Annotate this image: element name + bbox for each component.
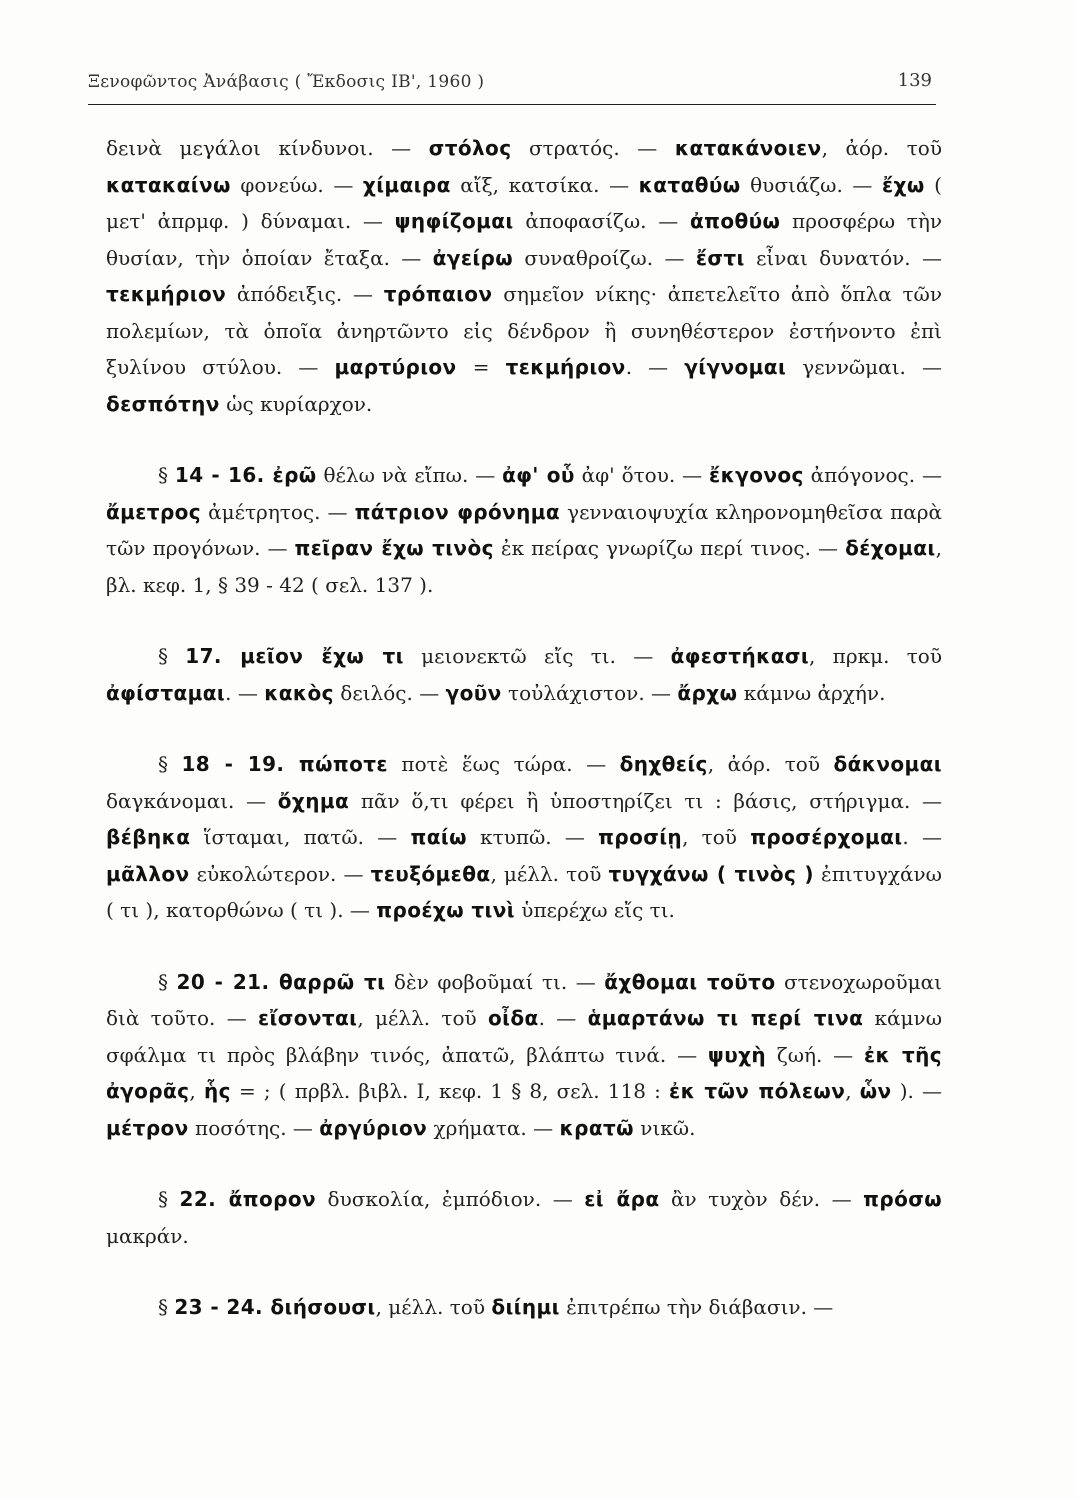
definition-text: μακράν. xyxy=(106,1223,189,1248)
headword: ἔχω xyxy=(881,172,925,197)
headword: προσέρχομαι xyxy=(750,825,903,849)
definition-text: , xyxy=(189,1079,204,1103)
headword: οἶδα xyxy=(487,1006,539,1030)
definition-text: εἶναι δυνατόν. — xyxy=(744,245,942,270)
definition-text: ἀπόδειξις. — xyxy=(226,282,384,306)
definition-text: ἐπιτρέπω τὴν διάβασιν. — xyxy=(559,1295,834,1319)
headword: 17. μεῖον ἔχω τι xyxy=(185,644,404,668)
headword: 14 - 16. ἐρῶ xyxy=(174,463,317,487)
headword: δηχθείς xyxy=(619,752,708,776)
definition-text: . — xyxy=(625,355,685,379)
definition-text: ἀπόγονος. — xyxy=(803,463,942,487)
definition-text: § xyxy=(158,969,177,994)
definition-text: , μέλλ. τοῦ xyxy=(490,861,609,886)
headword: πεῖραν ἔχω τινὸς xyxy=(294,536,494,560)
definition-text: § xyxy=(158,463,175,487)
headword: ἐκ τῶν πόλεων xyxy=(669,1079,846,1103)
definition-text: κτυπῶ. — xyxy=(466,825,599,849)
headword: καταθύω xyxy=(638,172,741,197)
headword: μέτρον xyxy=(106,1115,189,1140)
headword: 20 - 21. θαρρῶ τι xyxy=(176,969,386,994)
definition-text: στρατός. — xyxy=(511,136,675,160)
definition-text: § xyxy=(158,1295,175,1319)
definition-text: στενοχωροῦμαι διὰ τοῦτο. — xyxy=(106,969,942,1030)
definition-text: δειλός. — xyxy=(333,680,446,705)
headword: ἀφίσταμαι xyxy=(106,680,226,705)
headword: ὄχημα xyxy=(277,788,350,813)
headword: γίγνομαι xyxy=(684,355,787,379)
headword: ἄρχω xyxy=(677,680,738,705)
headword: κατακάνοιεν xyxy=(674,136,822,160)
headword: τρόπαιον xyxy=(383,282,493,306)
headword: χίμαιρα xyxy=(362,172,451,197)
headword: ἧς xyxy=(203,1079,231,1103)
headword: ἄμετρος xyxy=(106,499,202,524)
definition-text: , xyxy=(845,1079,860,1103)
definition-text: . — xyxy=(902,825,943,849)
definition-text: τοὐλάχιστον. — xyxy=(501,680,678,705)
headword: προέχω τινὶ xyxy=(376,898,515,922)
headword: 22. ἄπορον xyxy=(179,1187,317,1211)
definition-text: § xyxy=(158,752,182,776)
definition-text: ἐκ πείρας γνωρίζω περί τινος. — xyxy=(493,536,846,560)
definition-text: § xyxy=(158,644,186,668)
definition-text: ἵσταμαι, πατῶ. — xyxy=(190,825,411,849)
headword: ἀφεστήκασι xyxy=(670,644,810,668)
definition-text: ἀφ' ὅτου. — xyxy=(574,463,710,487)
definition-text: . — xyxy=(538,1006,588,1030)
headword: ἐκ τῆς ἀγορᾶς xyxy=(106,1042,943,1103)
definition-text: δαγκάνομαι. — xyxy=(106,788,278,813)
headword: διίημι xyxy=(491,1295,560,1319)
definition-text: . — xyxy=(225,680,265,705)
headword: εἴσονται xyxy=(258,1006,358,1030)
headword: τυγχάνω ( τινὸς ) xyxy=(608,861,814,886)
glossary-paragraph-6 xyxy=(106,1181,942,1254)
definition-text: ( μετ' ἀπρμφ. ) δύναμαι. — xyxy=(106,172,942,233)
definition-text: θέλω νὰ εἴπω. — xyxy=(316,463,503,487)
headword: τευξόμεθα xyxy=(370,861,491,886)
running-header xyxy=(88,64,936,105)
headword: κατακαίνω xyxy=(106,172,231,197)
definition-text: ). — xyxy=(891,1079,943,1103)
headword: ψυχὴ xyxy=(707,1042,767,1067)
definition-text: ποσότης. — xyxy=(188,1115,320,1140)
headword: πρόσω xyxy=(863,1187,943,1211)
definition-text: , τοῦ xyxy=(682,825,751,849)
glossary-paragraph-7 xyxy=(106,1289,942,1326)
headword: ἀποθύω xyxy=(689,209,781,233)
definition-text: , βλ. κεφ. 1, § 39 - 42 ( σελ. 137 ). xyxy=(106,536,942,597)
definition-text: θυσιάζω. — xyxy=(740,172,882,197)
headword: μᾶλλον xyxy=(106,861,190,886)
definition-text: αἴξ, κατσίκα. — xyxy=(450,172,639,197)
headword: ἀφ' οὗ xyxy=(502,463,575,487)
headword: 23 - 24. διήσουσι xyxy=(174,1295,376,1319)
definition-text: προσφέρω τὴν θυσίαν, τὴν ὁποίαν ἔταξα. — xyxy=(106,209,942,270)
definition-text: δυσκολία, ἐμπόδιον. — xyxy=(316,1187,585,1211)
header-title: Ξενοφῶντος Ἀνάβασις ( Ἔκδοσις ΙΒ', 1960 ) xyxy=(88,72,485,92)
definition-text: μειονεκτῶ εἴς τι. — xyxy=(403,644,671,668)
definition-text: § xyxy=(158,1187,180,1211)
definition-text: φονεύω. — xyxy=(230,172,363,197)
headword: 18 - 19. πώποτε xyxy=(181,752,388,776)
definition-text: ἀποφασίζω. — xyxy=(513,209,690,233)
glossary-paragraph-5 xyxy=(106,964,942,1147)
headword: ἀργύριον xyxy=(319,1115,428,1140)
headword: βέβηκα xyxy=(106,825,191,849)
definition-text: κάμνω σφάλμα τι πρὸς βλάβην τινός, ἀπατῶ, βλάπτω τινά. — xyxy=(106,1006,943,1067)
definition-text: , μέλλ. τοῦ xyxy=(375,1295,492,1319)
definition-text: δεινὰ μεγάλοι κίνδυνοι. — xyxy=(106,136,429,160)
headword: ἔκγονος xyxy=(709,463,804,487)
definition-text: κάμνω ἀρχήν. xyxy=(737,680,886,705)
headword: ἀγείρω xyxy=(432,245,514,270)
definition-text: πᾶν ὅ,τι φέρει ἢ ὑποστηρίζει τι : βάσις, στήριγμα. — xyxy=(349,788,943,813)
definition-text: σημεῖον νίκης· ἀπετελεῖτο ἀπὸ ὅπλα τῶν πολεμίων, τὰ ὁποῖα ἀνηρτῶντο εἰς δένδρον ἢ συνηθέστερον ἐστήνοντο ἐπὶ ξυλίνου στύλου. — xyxy=(106,282,942,379)
definition-text: ἐπιτυγχάνω ( τι ), κατορθώνω ( τι ). — xyxy=(106,861,942,922)
definition-text: ἀμέτρητος. — xyxy=(201,499,355,524)
glossary-paragraph-3 xyxy=(106,638,942,711)
definition-text: δὲν φοβοῦμαί τι. — xyxy=(385,969,605,994)
headword: μαρτύριον xyxy=(334,355,457,379)
definition-text: ἂν τυχὸν δέν. — xyxy=(659,1187,864,1211)
headword: ἄχθομαι τοῦτο xyxy=(604,969,776,994)
glossary-paragraph-4 xyxy=(106,746,942,929)
headword: ἁμαρτάνω τι περί τινα xyxy=(587,1006,864,1030)
definition-text: , μέλλ. τοῦ xyxy=(357,1006,488,1030)
definition-text: ποτὲ ἕως τώρα. — xyxy=(387,752,620,776)
definition-text: = xyxy=(456,355,506,379)
definition-text: ζωή. — xyxy=(766,1042,864,1067)
definition-text: = ; ( πρβλ. βιβλ. Ι, κεφ. 1 § 8, σελ. 118 : xyxy=(230,1079,670,1103)
definition-text: ὡς κυρίαρχον. xyxy=(219,391,373,416)
headword: στόλος xyxy=(428,136,512,160)
definition-text: , ἀόρ. τοῦ xyxy=(707,752,834,776)
headword: πάτριον φρόνημα xyxy=(354,499,561,524)
definition-text: χρήματα. — xyxy=(427,1115,560,1140)
headword: ἔστι xyxy=(695,245,745,270)
glossary-paragraph-1 xyxy=(106,130,942,422)
headword: τεκμήριον xyxy=(505,355,626,379)
headword: τεκμήριον xyxy=(106,282,227,306)
definition-text: ὑπερέχω εἴς τι. xyxy=(514,898,675,922)
headword: γοῦν xyxy=(445,680,502,705)
headword: δάκνομαι xyxy=(833,752,942,776)
definition-text: γενναιοψυχία κληρονομηθεῖσα παρὰ τῶν προγόνων. — xyxy=(106,499,943,560)
headword: ὧν xyxy=(859,1079,892,1103)
headword: παίω xyxy=(410,825,467,849)
page-number: 139 xyxy=(897,70,932,91)
headword: δεσπότην xyxy=(106,391,220,416)
definition-text: εὐκολώτερον. — xyxy=(189,861,371,886)
headword: κρατῶ xyxy=(559,1115,634,1140)
definition-text: γεννῶμαι. — xyxy=(786,355,942,379)
headword: δέχομαι xyxy=(845,536,936,560)
headword: εἰ ἄρα xyxy=(584,1187,660,1211)
headword: προσίῃ xyxy=(598,825,683,849)
headword: ψηφίζομαι xyxy=(394,209,514,233)
glossary-paragraph-2 xyxy=(106,457,942,603)
definition-text: συναθροίζω. — xyxy=(513,245,696,270)
definition-text: , πρκμ. τοῦ xyxy=(809,644,943,668)
headword: κακὸς xyxy=(264,680,334,705)
definition-text: νικῶ. xyxy=(633,1115,696,1140)
definition-text: , ἀόρ. τοῦ xyxy=(821,136,943,160)
glossary-body xyxy=(106,130,942,1326)
